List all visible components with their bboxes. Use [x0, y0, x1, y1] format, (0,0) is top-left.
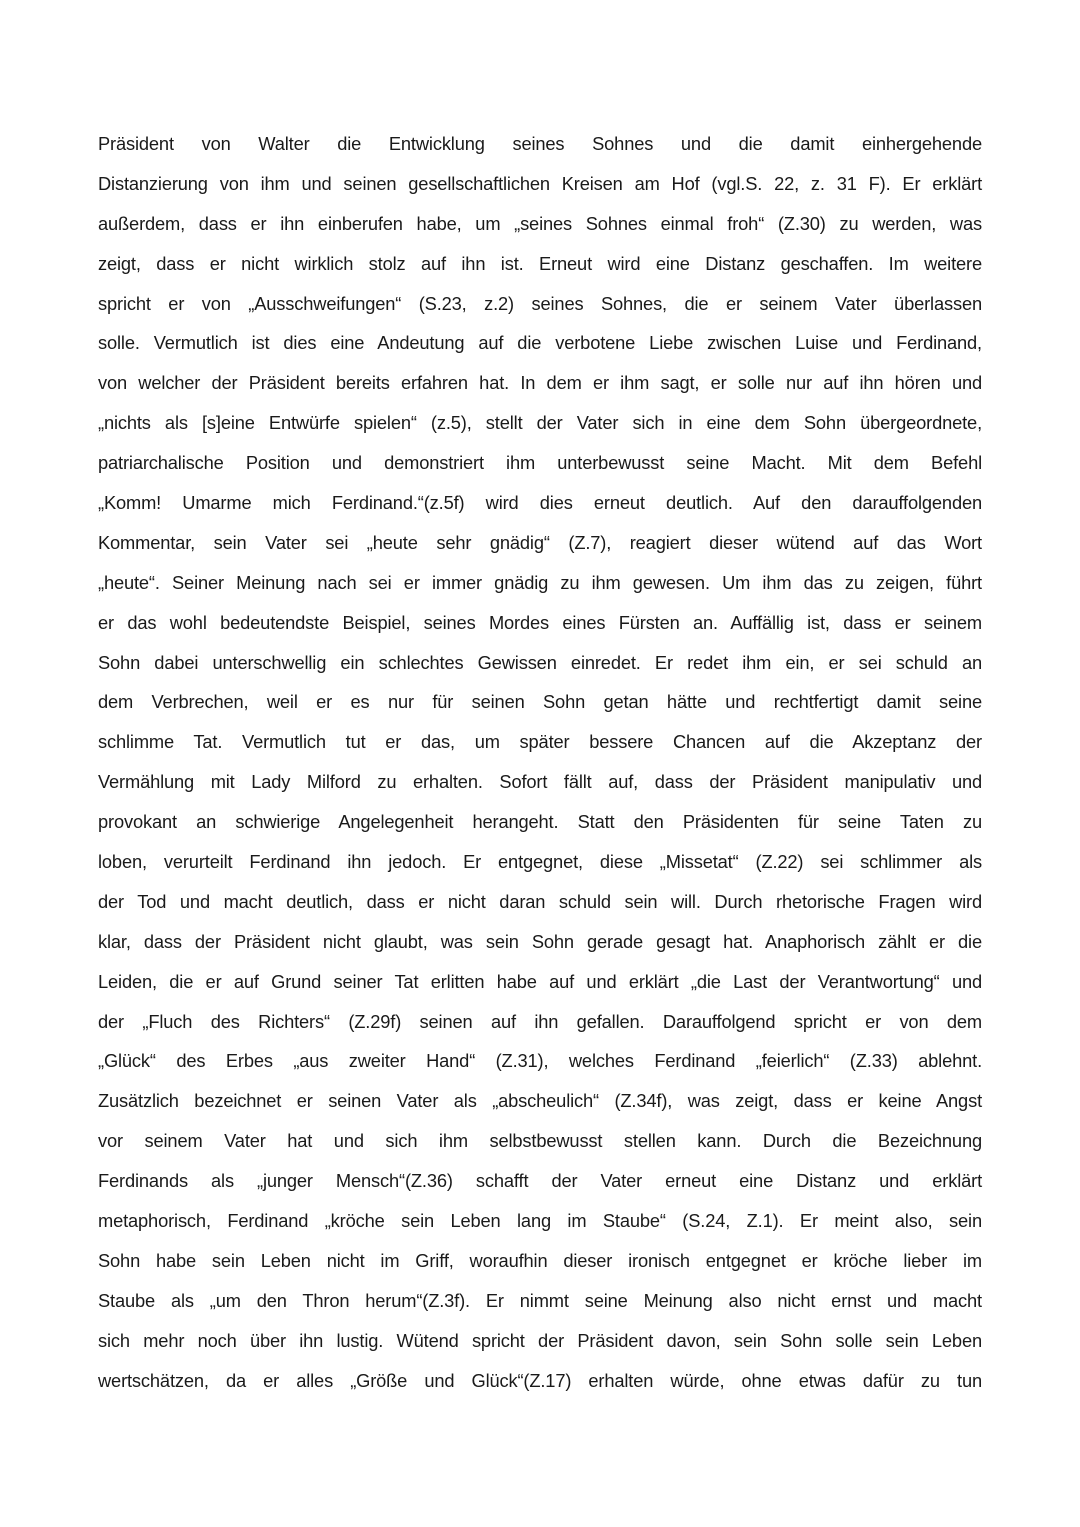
text-line: Sohn habe sein Leben nicht im Griff, woraufhin dieser ironisch entgegnet er kröche lieber im — [98, 1249, 982, 1271]
text-line: Zusätzlich bezeichnet er seinen Vater als „abscheulich“ (Z.34f), was zeigt, dass er keine Angst — [98, 1090, 982, 1112]
text-line: Sohn dabei unterschwellig ein schlechtes Gewissen einredet. Er redet ihm ein, er sei schuld an — [98, 651, 982, 673]
text-line: solle. Vermutlich ist dies eine Andeutung auf die verbotene Liebe zwischen Luise und Ferdinand, — [98, 332, 982, 354]
text-line: außerdem, dass er ihn einberufen habe, um „seines Sohnes einmal froh“ (Z.30) zu werden, was — [98, 212, 982, 234]
text-line: Distanzierung von ihm und seinen gesellschaftlichen Kreisen am Hof (vgl.S. 22, z. 31 F). Er erklärt — [98, 172, 982, 194]
text-line: er das wohl bedeutendste Beispiel, seines Mordes eines Fürsten an. Auffällig ist, dass er seinem — [98, 611, 982, 633]
text-line: der Tod und macht deutlich, dass er nicht daran schuld sein will. Durch rhetorische Fragen wird — [98, 890, 982, 912]
text-line: klar, dass der Präsident nicht glaubt, was sein Sohn gerade gesagt hat. Anaphorisch zählt er die — [98, 930, 982, 952]
text-line: provokant an schwierige Angelegenheit herangeht. Statt den Präsidenten für seine Taten zu — [98, 811, 982, 833]
text-line: metaphorisch, Ferdinand „kröche sein Leben lang im Staube“ (S.24, Z.1). Er meint also, sein — [98, 1210, 982, 1232]
document-body — [98, 131, 982, 1408]
text-line: Präsident von Walter die Entwicklung seines Sohnes und die damit einhergehende — [98, 133, 982, 154]
text-line: „heute“. Seiner Meinung nach sei er immer gnädig zu ihm gewesen. Um ihm das zu zeigen, führt — [98, 571, 982, 593]
text-line: spricht er von „Ausschweifungen“ (S.23, z.2) seines Sohnes, die er seinem Vater überlassen — [98, 292, 982, 314]
text-line: Leiden, die er auf Grund seiner Tat erlitten habe auf und erklärt „die Last der Verantwortung“ und — [98, 970, 982, 992]
text-line: vor seinem Vater hat und sich ihm selbstbewusst stellen kann. Durch die Bezeichnung — [98, 1130, 982, 1152]
text-line: schlimme Tat. Vermutlich tut er das, um später bessere Chancen auf die Akzeptanz der — [98, 731, 982, 753]
text-line: dem Verbrechen, weil er es nur für seinen Sohn getan hätte und rechtfertigt damit seine — [98, 691, 982, 713]
text-line: „Komm! Umarme mich Ferdinand.“(z.5f) wird dies erneut deutlich. Auf den darauffolgenden — [98, 492, 982, 514]
text-line: Ferdinands als „junger Mensch“(Z.36) schafft der Vater erneut eine Distanz und erklärt — [98, 1170, 982, 1192]
text-line: Vermählung mit Lady Milford zu erhalten. Sofort fällt auf, dass der Präsident manipulativ und — [98, 771, 982, 793]
text-line: wertschätzen, da er alles „Größe und Glück“(Z.17) erhalten würde, ohne etwas dafür zu tun — [98, 1369, 982, 1391]
text-line: „nichts als [s]eine Entwürfe spielen“ (z.5), stellt der Vater sich in eine dem Sohn übergeordnete, — [98, 412, 982, 434]
text-line: loben, verurteilt Ferdinand ihn jedoch. Er entgegnet, diese „Missetat“ (Z.22) sei schlimmer als — [98, 851, 982, 873]
text-line: der „Fluch des Richters“ (Z.29f) seinen auf ihn gefallen. Darauffolgend spricht er von dem — [98, 1010, 982, 1032]
text-line: von welcher der Präsident bereits erfahren hat. In dem er ihm sagt, er solle nur auf ihn hören und — [98, 372, 982, 394]
text-line: zeigt, dass er nicht wirklich stolz auf ihn ist. Erneut wird eine Distanz geschaffen. Im weitere — [98, 252, 982, 274]
text-line: „Glück“ des Erbes „aus zweiter Hand“ (Z.31), welches Ferdinand „feierlich“ (Z.33) ablehnt. — [98, 1050, 982, 1072]
text-line: Staube als „um den Thron herum“(Z.3f). Er nimmt seine Meinung also nicht ernst und macht — [98, 1289, 982, 1311]
text-line: patriarchalische Position und demonstriert ihm unterbewusst seine Macht. Mit dem Befehl — [98, 452, 982, 474]
text-line: Kommentar, sein Vater sei „heute sehr gnädig“ (Z.7), reagiert dieser wütend auf das Wort — [98, 531, 982, 553]
text-line: sich mehr noch über ihn lustig. Wütend spricht der Präsident davon, sein Sohn solle sein Leben — [98, 1329, 982, 1351]
